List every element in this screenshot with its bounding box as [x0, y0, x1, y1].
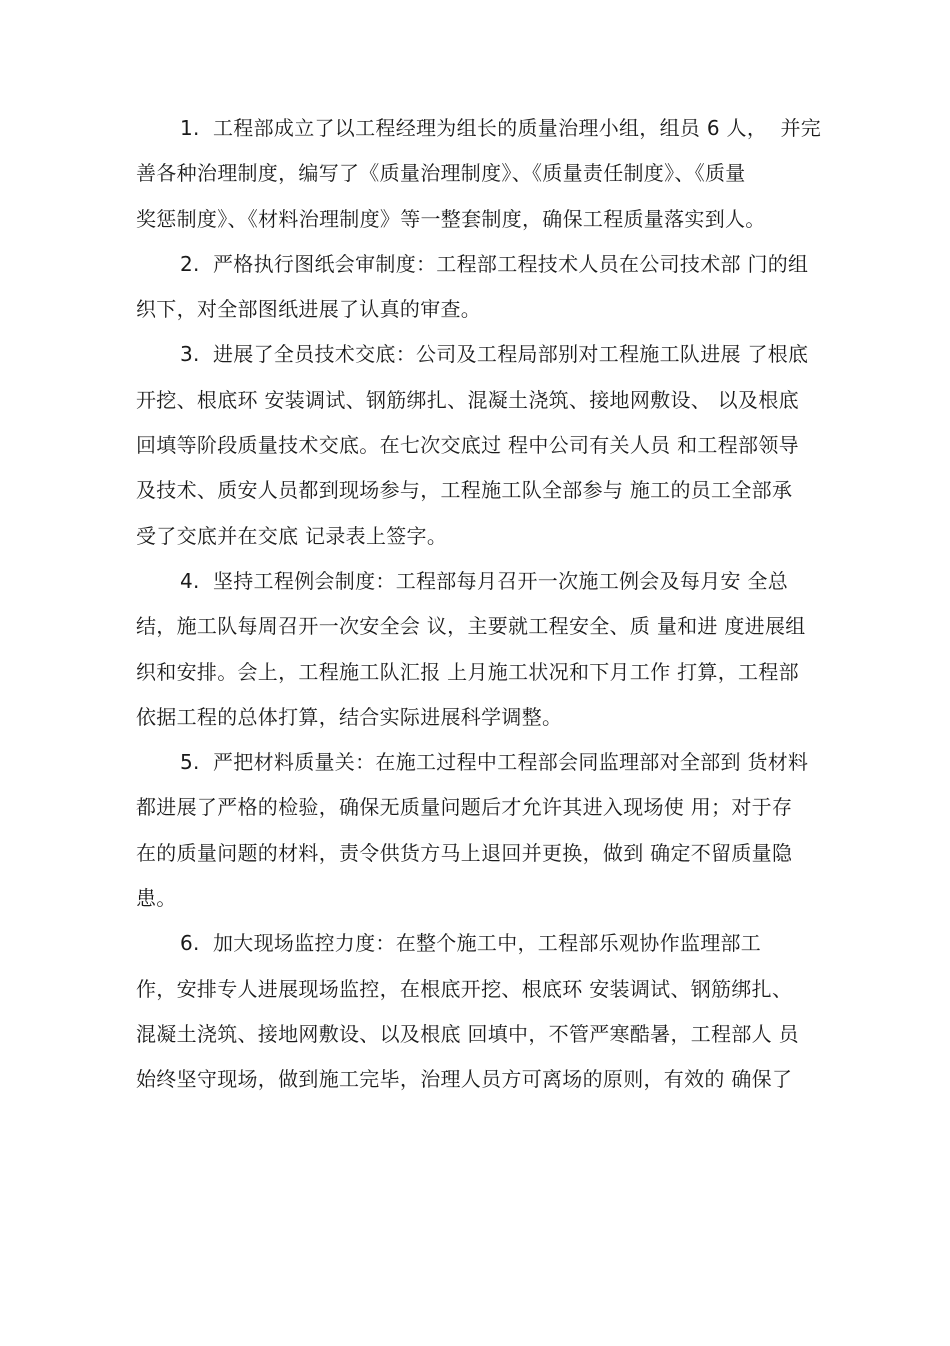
paragraph-line: 4. 坚持工程例会制度：工程部每月召开一次施工例会及每月安 全总: [180, 568, 789, 593]
paragraph-line: 受了交底并在交底 记录表上签字。: [136, 523, 448, 548]
paragraph-6: [136, 921, 826, 1102]
paragraph-line: 结，施工队每周召开一次安全会 议，主要就工程安全、质 量和进 度进展组: [136, 614, 806, 639]
paragraph-4: [136, 559, 826, 740]
document-body: [136, 106, 826, 1103]
paragraph-line: 6. 加大现场监控力度：在整个施工中，工程部乐观协作监理部工: [180, 931, 762, 956]
paragraph-line: 在的质量问题的材料，责令供货方马上退回并更换，做到 确定不留质量隐: [136, 840, 793, 865]
paragraph-5: [136, 740, 826, 921]
paragraph-line: 2. 严格执行图纸会审制度：工程部工程技术人员在公司技术部 门的组: [180, 251, 809, 276]
paragraph-2: [136, 242, 826, 333]
paragraph-line: 1. 工程部成立了以工程经理为组长的质量治理小组，组员 6 人， 并完: [180, 116, 822, 140]
paragraph-line: 都进展了严格的检验，确保无质量问题后才允许其进入现场使 用；对于存: [136, 795, 793, 820]
paragraph-line: 混凝土浇筑、接地网敷设、以及根底 回填中，不管严寒酷暑，工程部人 员: [136, 1021, 799, 1046]
paragraph-line: 依据工程的总体打算，结合实际进展科学调整。: [136, 704, 563, 729]
paragraph-3: [136, 332, 826, 558]
paragraph-line: 善各种治理制度，编写了《质量治理制度》、《质量责任制度》、《质量: [136, 161, 746, 186]
paragraph-line: 开挖、根底环 安装调试、钢筋绑扎、混凝土浇筑、接地网敷设、 以及根底: [136, 387, 799, 412]
paragraph-line: 作，安排专人进展现场监控，在根底开挖、根底环 安装调试、钢筋绑扎、: [136, 976, 793, 1001]
paragraph-line: 奖惩制度》、《材料治理制度》等一整套制度，确保工程质量落实到人。: [136, 206, 766, 231]
paragraph-line: 3. 进展了全员技术交底：公司及工程局部别对工程施工队进展 了根底: [180, 342, 809, 367]
paragraph-1: [136, 106, 826, 242]
paragraph-line: 5. 严把材料质量关：在施工过程中工程部会同监理部对全部到 货材料: [180, 750, 809, 775]
paragraph-line: 始终坚守现场，做到施工完毕，治理人员方可离场的原则，有效的 确保了: [136, 1067, 793, 1092]
paragraph-line: 织下，对全部图纸进展了认真的审查。: [136, 297, 482, 322]
paragraph-line: 织和安排。会上，工程施工队汇报 上月施工状况和下月工作 打算，工程部: [136, 659, 799, 684]
paragraph-line: 回填等阶段质量技术交底。在七次交底过 程中公司有关人员 和工程部领导: [136, 433, 799, 458]
paragraph-line: 患。: [136, 886, 177, 911]
paragraph-line: 及技术、质安人员都到现场参与，工程施工队全部参与 施工的员工全部承: [136, 478, 793, 503]
